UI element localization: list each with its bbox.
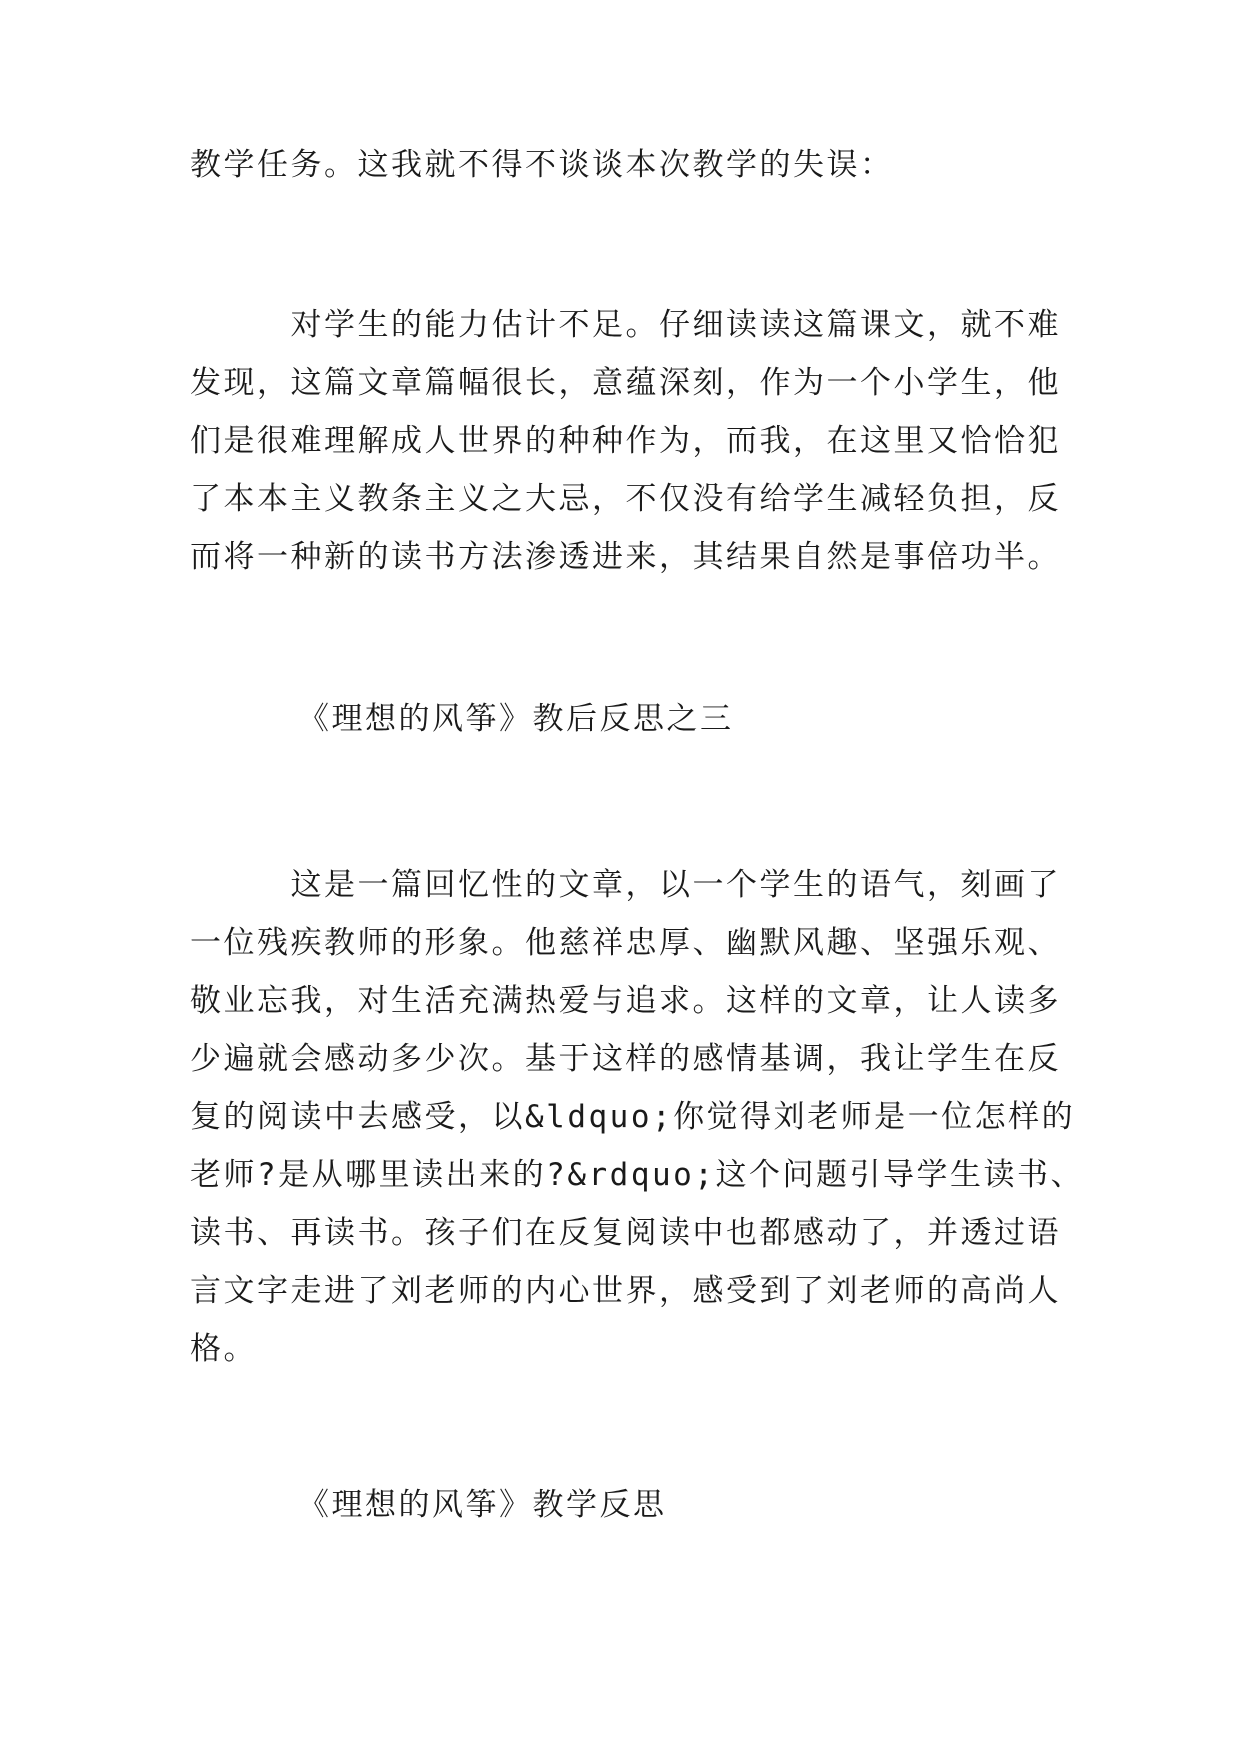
paragraph-line: 们是很难理解成人世界的种种作为，而我，在这里又恰恰犯 xyxy=(190,423,1061,459)
paragraph-line: 言文字走进了刘老师的内心世界，感受到了刘老师的高尚人 xyxy=(190,1273,1061,1309)
paragraph-3 xyxy=(190,856,1084,1378)
paragraph-1 xyxy=(190,136,1070,194)
paragraph-line: 老师?是从哪里读出来的?&rdquo;这个问题引导学生读书、 xyxy=(190,1157,1084,1193)
paragraph-line: 复的阅读中去感受，以&ldquo;你觉得刘老师是一位怎样的 xyxy=(190,1099,1076,1135)
paragraph-line: 格。 xyxy=(190,1331,257,1367)
paragraph-line: 敬业忘我，对生活充满热爱与追求。这样的文章，让人读多 xyxy=(190,983,1061,1019)
paragraph-line: 对学生的能力估计不足。仔细读读这篇课文，就不难 xyxy=(190,307,1061,343)
paragraph-line: 一位残疾教师的形象。他慈祥忠厚、幽默风趣、坚强乐观、 xyxy=(190,925,1061,961)
section-heading-2: 《理想的风筝》教学反思 xyxy=(298,1487,667,1523)
paragraph-line: 少遍就会感动多少次。基于这样的感情基调，我让学生在反 xyxy=(190,1041,1061,1077)
paragraph-line: 发现，这篇文章篇幅很长，意蕴深刻，作为一个小学生，他 xyxy=(190,365,1061,401)
paragraph-line: 教学任务。这我就不得不谈谈本次教学的失误： xyxy=(190,147,894,183)
paragraph-line: 读书、再读书。孩子们在反复阅读中也都感动了，并透过语 xyxy=(190,1215,1061,1251)
paragraph-line: 而将一种新的读书方法渗透进来，其结果自然是事倍功半。 xyxy=(190,539,1061,575)
section-heading-1: 《理想的风筝》教后反思之三 xyxy=(298,701,734,737)
paragraph-2 xyxy=(190,296,1070,586)
paragraph-line: 这是一篇回忆性的文章，以一个学生的语气，刻画了 xyxy=(190,867,1061,903)
paragraph-line: 了本本主义教条主义之大忌，不仅没有给学生减轻负担，反 xyxy=(190,481,1061,517)
